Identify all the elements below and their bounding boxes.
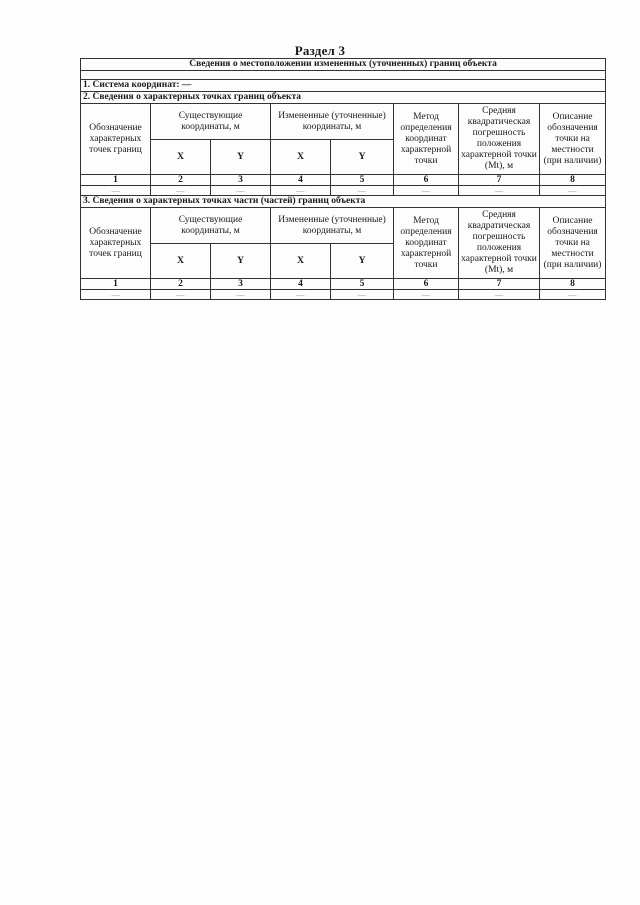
col-existing: Существующие координаты, м — [151, 208, 271, 244]
block-title: 3. Сведения о характерных точках части (частей) границ объекта — [81, 196, 606, 208]
number-row — [81, 175, 606, 186]
table-cell: — — [394, 186, 459, 196]
col-designation: Обозначение характерных точек границ — [81, 104, 151, 175]
column-number: 2 — [151, 175, 211, 186]
blank-cell — [81, 71, 606, 80]
table-cell: — — [459, 290, 540, 300]
table-cell: — — [459, 186, 540, 196]
coordinate-system: 1. Система координат: — — [81, 80, 606, 92]
table-cell: — — [151, 290, 211, 300]
col-existing-x: X — [151, 140, 211, 175]
column-number: 8 — [540, 175, 606, 186]
table-cell: — — [271, 186, 331, 196]
table-cell: — — [271, 290, 331, 300]
table-row — [81, 290, 606, 300]
table-cell: — — [151, 186, 211, 196]
column-number: 6 — [394, 279, 459, 290]
table-cell: — — [211, 290, 271, 300]
block-title-row — [81, 196, 606, 208]
table-row — [81, 186, 606, 196]
column-number: 5 — [331, 279, 394, 290]
column-number: 2 — [151, 279, 211, 290]
column-number: 4 — [271, 279, 331, 290]
col-error: Средняя квадратическая погрешность положения характерной точки (Mt), м — [459, 104, 540, 175]
block-header-row — [81, 104, 606, 140]
column-number: 7 — [459, 175, 540, 186]
col-description: Описание обозначения точки на местности (при наличии) — [540, 208, 606, 279]
column-number: 3 — [211, 279, 271, 290]
column-number: 4 — [271, 175, 331, 186]
column-number: 8 — [540, 279, 606, 290]
column-number: 5 — [331, 175, 394, 186]
col-changed: Измененные (уточненные) координаты, м — [271, 208, 394, 244]
table-title: Сведения о местоположении измененных (уточненных) границ объекта — [81, 59, 606, 71]
column-number: 1 — [81, 279, 151, 290]
col-error: Средняя квадратическая погрешность положения характерной точки (Mt), м — [459, 208, 540, 279]
column-number: 1 — [81, 175, 151, 186]
table-cell: — — [331, 290, 394, 300]
header-row — [81, 59, 606, 71]
system-row — [81, 80, 606, 92]
col-method: Метод определения координат характерной точки — [394, 104, 459, 175]
block-header-row — [81, 208, 606, 244]
col-existing-y: Y — [211, 140, 271, 175]
col-changed-y: Y — [331, 140, 394, 175]
table-cell: — — [81, 290, 151, 300]
col-existing-x: X — [151, 244, 211, 279]
col-changed-x: X — [271, 244, 331, 279]
number-row — [81, 279, 606, 290]
col-changed: Измененные (уточненные) координаты, м — [271, 104, 394, 140]
col-changed-x: X — [271, 140, 331, 175]
table-cell: — — [331, 186, 394, 196]
col-description: Описание обозначения точки на местности (при наличии) — [540, 104, 606, 175]
column-number: 6 — [394, 175, 459, 186]
table-cell: — — [81, 186, 151, 196]
col-existing-y: Y — [211, 244, 271, 279]
column-number: 7 — [459, 279, 540, 290]
column-number: 3 — [211, 175, 271, 186]
block-title-row — [81, 92, 606, 104]
section-title: Раздел 3 — [294, 43, 346, 58]
block-title: 2. Сведения о характерных точках границ объекта — [81, 92, 606, 104]
spacer-row — [81, 71, 606, 80]
col-method: Метод определения координат характерной точки — [394, 208, 459, 279]
col-designation: Обозначение характерных точек границ — [81, 208, 151, 279]
col-existing: Существующие координаты, м — [151, 104, 271, 140]
table-cell: — — [211, 186, 271, 196]
table-cell: — — [394, 290, 459, 300]
col-changed-y: Y — [331, 244, 394, 279]
table-cell: — — [540, 290, 606, 300]
table-cell: — — [540, 186, 606, 196]
boundaries-table — [80, 58, 606, 300]
